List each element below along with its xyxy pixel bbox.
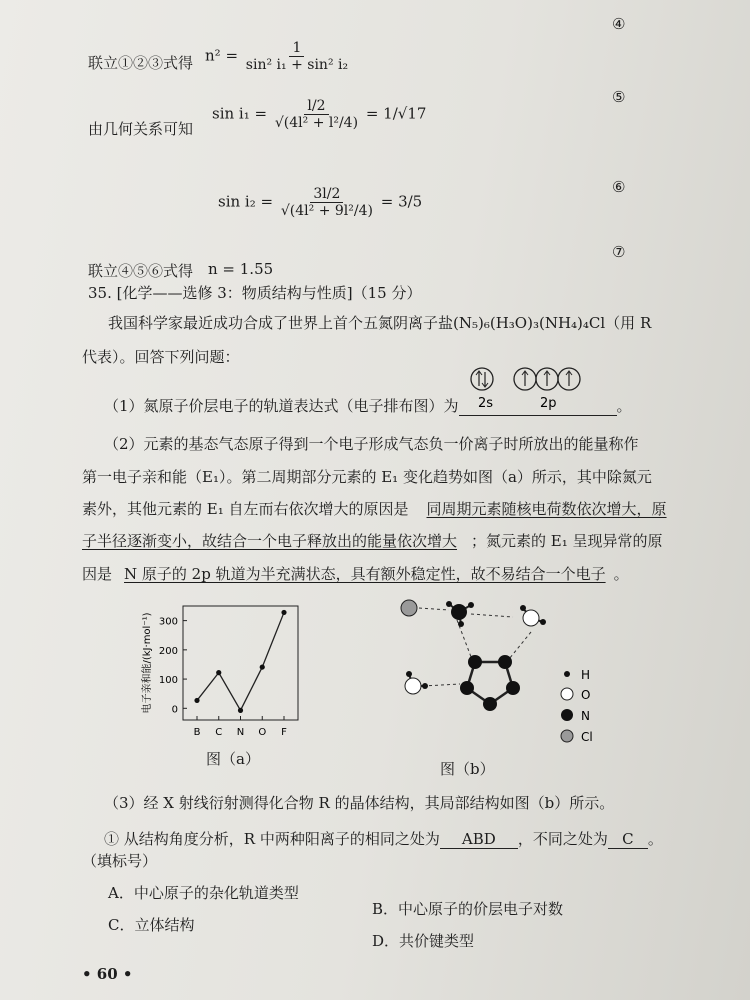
eq-num-5: ⑤ — [612, 88, 626, 106]
legend-h: H — [581, 668, 591, 682]
y-tick-label: 100 — [158, 675, 178, 687]
legend-o-marker — [561, 688, 573, 700]
legend-n: N — [581, 709, 590, 723]
ammonium-ion — [446, 601, 474, 627]
option-d: D．共价键类型 — [372, 932, 475, 950]
q35-part3-line2: ① 从结构角度分析，R 中两种阳离子的相同之处为 ABD ，不同之处为 C 。 — [104, 830, 663, 848]
eq2-label: 由几何关系可知 — [88, 120, 194, 138]
eq-num-4: ④ — [612, 15, 626, 33]
x-tick-label-C: C — [215, 727, 223, 738]
orbital-2p-boxes — [514, 368, 580, 390]
q35-part2-line1: （2）元素的基态气态原子得到一个电子形成气态负一价离子时所放出的能量称作 — [104, 435, 639, 453]
eq-num-7: ⑦ — [612, 243, 626, 261]
answer-1b: 子半径逐渐变小，故结合一个电子释放出的能量依次增大 — [82, 532, 458, 550]
answer-same: ABD — [440, 830, 518, 849]
y-tick-label: 0 — [171, 704, 178, 716]
legend-cl-marker — [561, 730, 573, 742]
page-number: • 60 • — [82, 965, 133, 983]
fig-a-caption: 图（a） — [206, 750, 260, 768]
legend-h-marker — [564, 671, 570, 677]
data-point-N — [238, 708, 243, 713]
x-tick-label-N: N — [236, 727, 245, 738]
data-point-F — [281, 610, 286, 615]
fig-b-caption: 图（b） — [440, 760, 495, 778]
q35-part2-line3: 素外，其他元素的 E₁ 自左而右依次增大的原因是 同周期元素随核电荷数依次增大，原 — [82, 500, 667, 518]
hydronium-ion-right — [520, 605, 546, 626]
y-axis-label: 电子亲和能/(kJ·mol⁻¹) — [142, 612, 153, 714]
data-point-B — [194, 698, 199, 703]
orbital-diagram — [460, 365, 600, 415]
chart-electron-affinity — [138, 598, 308, 763]
eq2: sin i₁ = $\frac{l/2}{\text{√(4l² + l²/4)}}$ = 1/√17 — [212, 98, 427, 131]
q35-part2-line5: 因是 N 原子的 2p 轨道为半充满状态，具有额外稳定性，故不易结合一个电子 。 — [82, 565, 629, 583]
x-tick-label-F: F — [281, 727, 287, 738]
orbital-2s-label: 2s — [478, 396, 494, 411]
answer-1a: 同周期元素随核电荷数依次增大，原 — [426, 500, 667, 518]
q35-part3-line3: （填标号） — [82, 852, 158, 870]
answer-diff: C — [608, 830, 648, 849]
legend-o: O — [581, 688, 591, 702]
q35-part2-line4: 子半径逐渐变小，故结合一个电子释放出的能量依次增大 ；氮元素的 E₁ 呈现异常的原 — [82, 532, 663, 550]
eq-num-6: ⑥ — [612, 178, 626, 196]
hydrogen-bonds — [419, 608, 531, 686]
chart-frame — [183, 606, 298, 720]
orbital-2p-label: 2p — [540, 396, 557, 411]
structure-diagram-b — [385, 592, 605, 762]
q35-intro-2: 代表）。回答下列问题： — [82, 348, 240, 366]
legend-b — [561, 668, 593, 744]
option-a: A．中心原子的杂化轨道类型 — [108, 884, 299, 902]
q35-intro-1: 我国科学家最近成功合成了世界上首个五氮阴离子盐(N₅)₆(H₃O)₃(NH₄)₄Cl（用 R — [108, 314, 652, 332]
eq3: sin i₂ = $\frac{3l/2}{\text{√(4l² + 9l²/4)}}$ = 3/5 — [218, 186, 423, 219]
eq1-label: 联立①②③式得 — [88, 54, 194, 72]
data-point-O — [260, 664, 265, 669]
orbital-2s-box — [471, 368, 493, 390]
legend-cl: Cl — [581, 730, 593, 744]
eq4: n = 1.55 — [208, 260, 274, 278]
q35-part3-line1: （3）经 X 射线衍射测得化合物 R 的晶体结构，其局部结构如图（b）所示。 — [104, 794, 615, 812]
option-c: C．立体结构 — [108, 916, 195, 934]
eq1: n² = $\frac{1}{\text{sin² i₁ + sin² i₂}}$ — [205, 40, 349, 73]
q35-part2-line2: 第一电子亲和能（E₁）。第二周期部分元素的 E₁ 变化趋势如图（a）所示，其中除氮元 — [82, 468, 652, 486]
x-tick-label-B: B — [193, 727, 201, 738]
eq4-label: 联立④⑤⑥式得 — [88, 262, 194, 280]
answer-2: N 原子的 2p 轨道为半充满状态，具有额外稳定性，故不易结合一个电子 — [124, 565, 606, 583]
hydronium-ion-left — [405, 671, 428, 694]
option-b: B．中心原子的价层电子对数 — [372, 900, 564, 918]
x-tick-label-O: O — [258, 727, 267, 738]
cl-atom — [401, 600, 417, 616]
y-tick-label: 200 — [158, 645, 178, 657]
legend-n-marker — [561, 709, 573, 721]
q35-title: 35. [化学——选修 3：物质结构与性质]（15 分） — [88, 284, 422, 302]
series-line — [197, 612, 284, 710]
n5-ring-atoms — [460, 655, 520, 711]
q35-part1: （1）氮原子价层电子的轨道表达式（电子排布图）为 。 — [104, 397, 632, 415]
y-tick-label: 300 — [158, 616, 178, 628]
data-point-C — [216, 670, 221, 675]
